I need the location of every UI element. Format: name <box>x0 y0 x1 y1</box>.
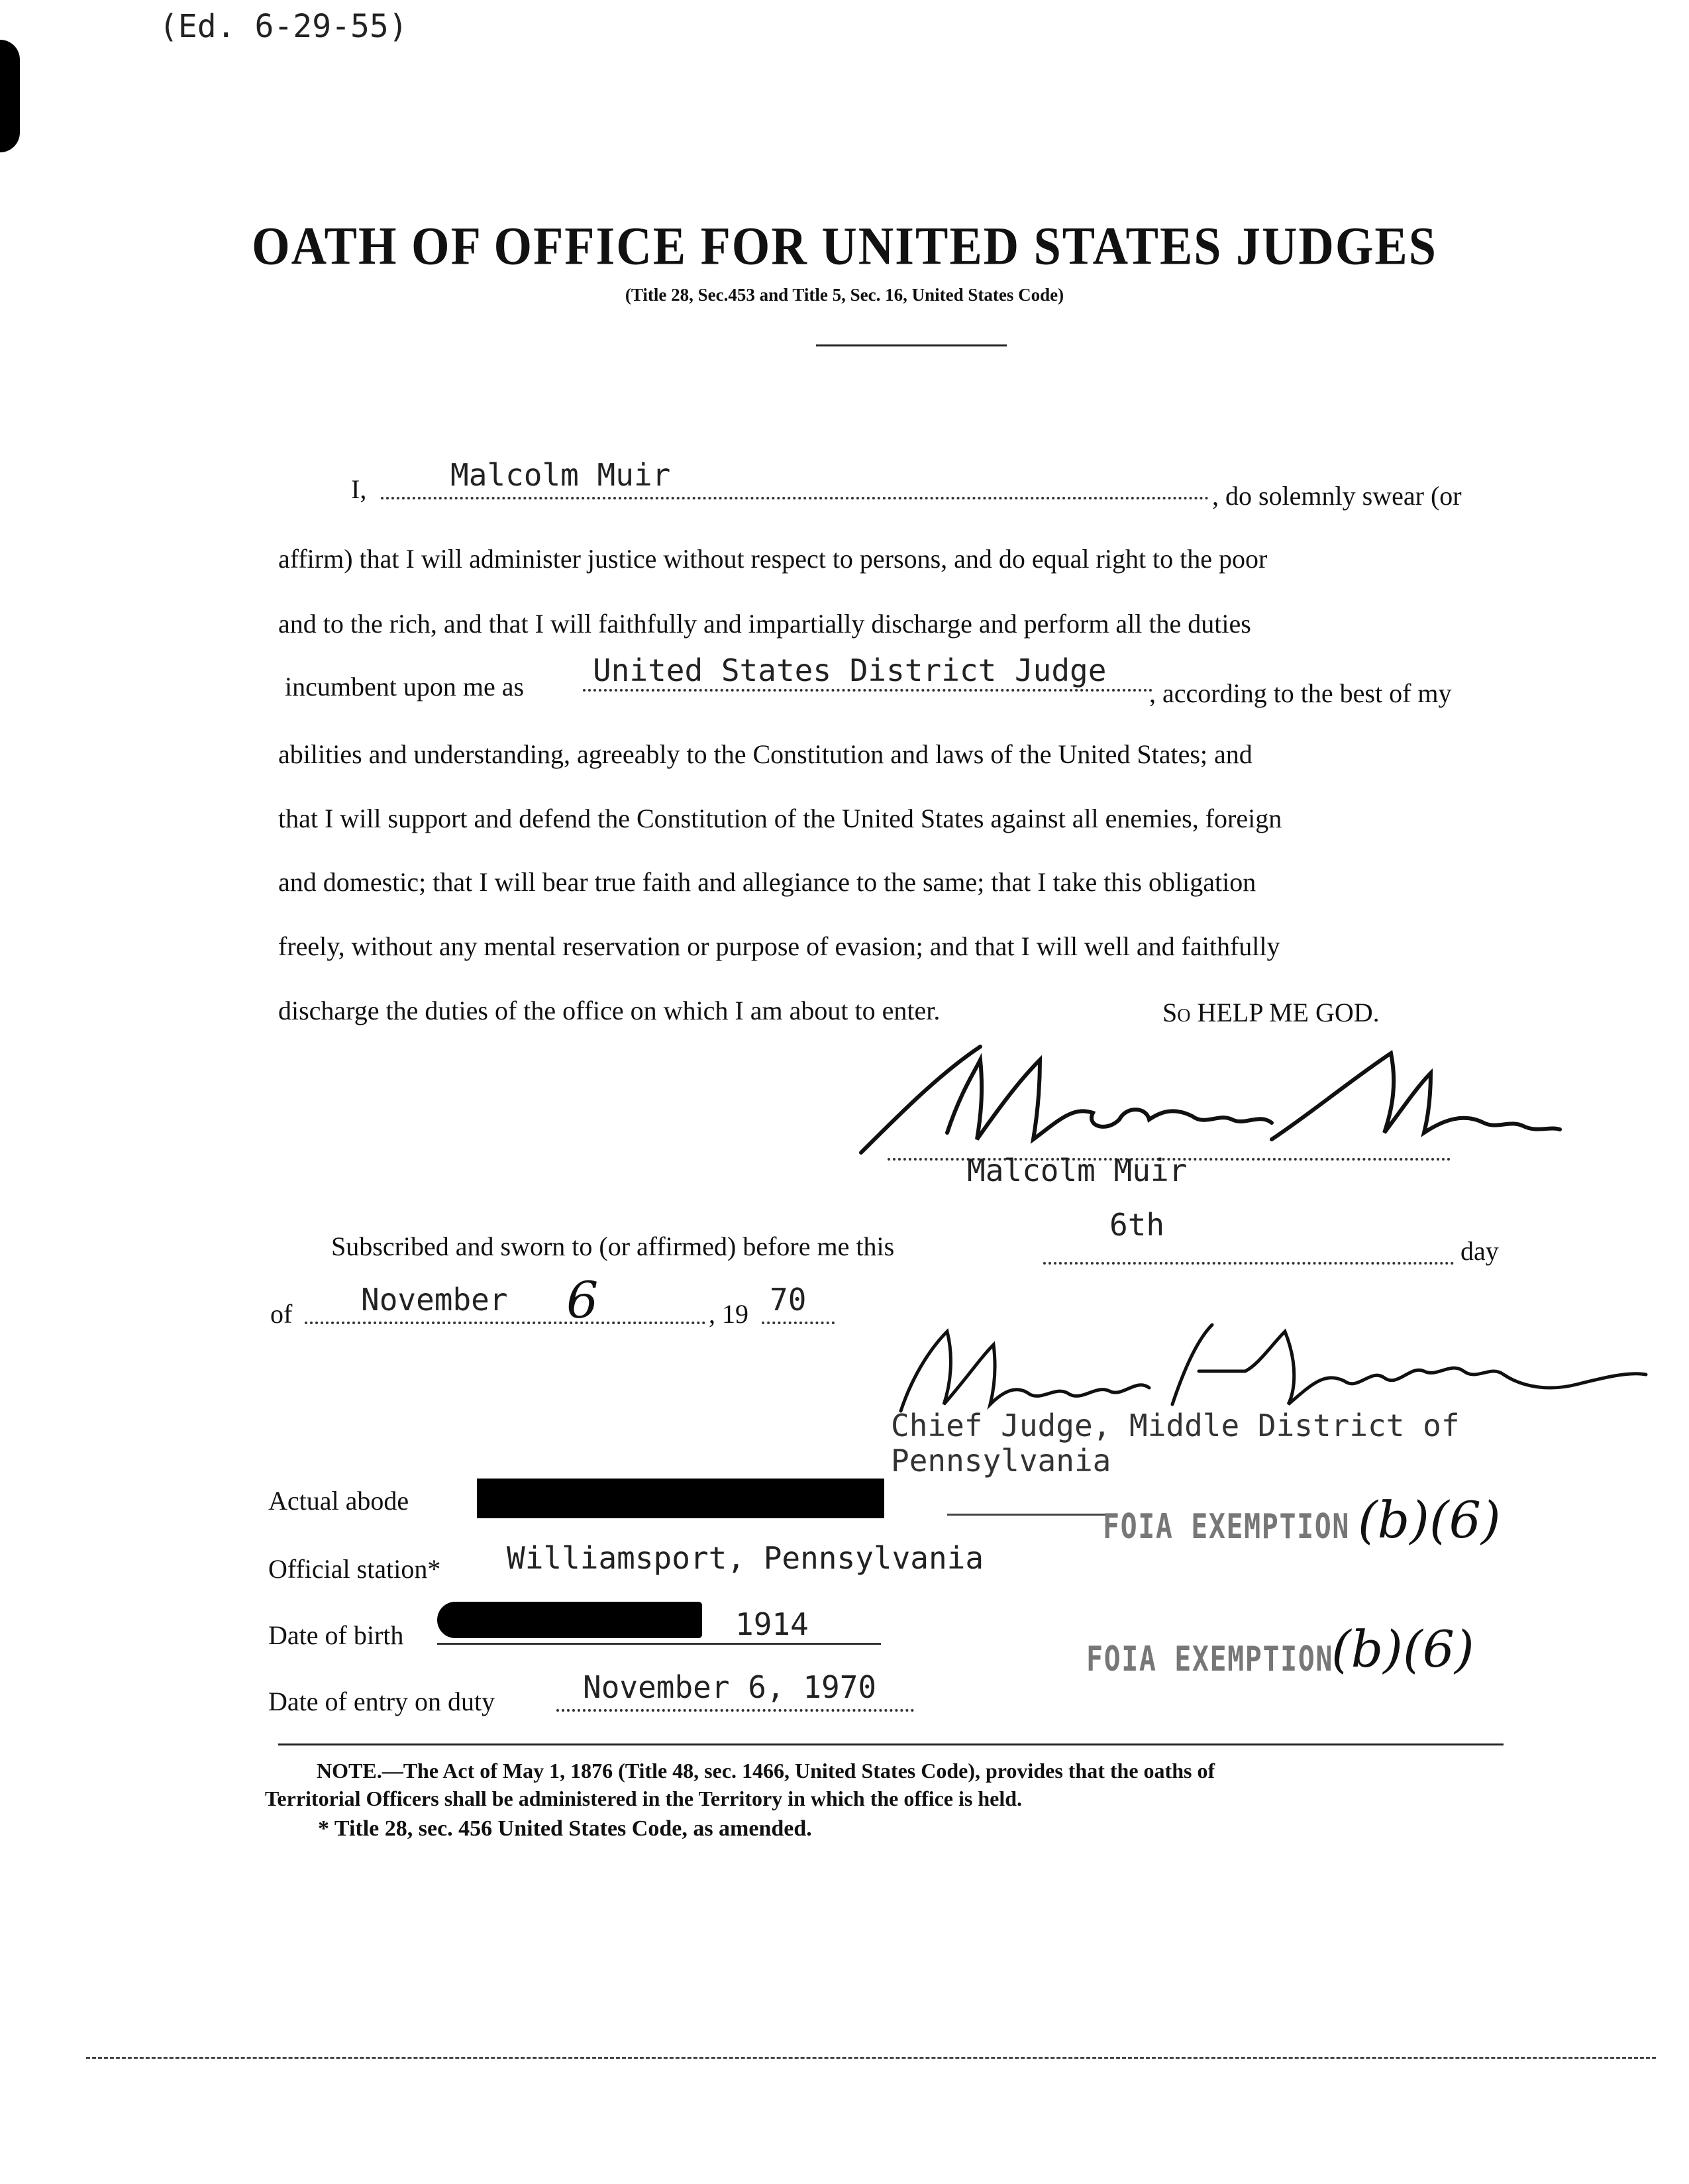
oath-line-8-text: freely, without any mental reservation or purpose of evasion; and that I will well and faithfully <box>278 931 1280 961</box>
subscribed-day-suffix: day <box>1460 1236 1499 1266</box>
judge-signature <box>848 1033 1563 1166</box>
form-edition: (Ed. 6-29-55) <box>159 8 408 45</box>
year-prefix: , 19 <box>709 1299 748 1329</box>
subscribed-year: 70 <box>770 1282 807 1318</box>
of-label: of <box>270 1299 293 1329</box>
oath-closing: So HELP ME GOD. <box>1162 998 1380 1027</box>
subscribed-month: November <box>361 1282 508 1318</box>
official-title-line-2: Pennsylvania <box>891 1443 1111 1479</box>
foia-stamp-2: FOIA EXEMPTION <box>1086 1639 1334 1679</box>
abode-label: Actual abode <box>268 1486 409 1516</box>
oath-line-2 <box>278 543 1530 574</box>
foia-handwritten-2: (b)(6) <box>1331 1620 1474 1679</box>
oath-line-9: discharge the duties of the office on which I am about to enter. <box>278 996 941 1025</box>
note-divider <box>278 1743 1504 1745</box>
oath-office-prefix: incumbent upon me as <box>285 672 525 702</box>
document-citation: (Title 28, Sec.453 and Title 5, Sec. 16, United States Code) <box>625 285 1064 305</box>
oath-line-3 <box>278 608 1530 639</box>
oath-name-prefix: I, <box>351 474 367 504</box>
oath-line-6 <box>278 803 1530 834</box>
typed-signer-name: Malcolm Muir <box>967 1153 1188 1188</box>
entry-label: Date of entry on duty <box>268 1687 495 1716</box>
birth-label: Date of birth <box>268 1620 404 1650</box>
foia-handwritten-1: (b)(6) <box>1358 1490 1501 1549</box>
birth-field-line <box>437 1616 881 1645</box>
entry-value: November 6, 1970 <box>583 1669 877 1705</box>
month-handwritten-mark: 6 <box>566 1271 599 1329</box>
oath-line-6-text: that I will support and defend the Constitution of the United States against all enemies, foreign <box>278 804 1282 833</box>
abode-redaction <box>477 1479 884 1518</box>
day-field-line <box>1043 1229 1454 1265</box>
station-value: Williamsport, Pennsylvania <box>507 1540 984 1576</box>
oath-name-value: Malcolm Muir <box>450 457 671 493</box>
bottom-edge-rule <box>86 2057 1656 2059</box>
document-title: OATH OF OFFICE FOR UNITED STATES JUDGES <box>252 216 1437 277</box>
redaction-rule-1 <box>947 1514 1113 1516</box>
oath-name-suffix: , do solemnly swear (or <box>1212 481 1462 511</box>
subscribed-text: Subscribed and sworn to (or affirmed) before me this <box>331 1231 895 1261</box>
oath-line-5-text: abilities and understanding, agreeably to the Constitution and laws of the United States; and <box>278 739 1253 769</box>
oath-line-8 <box>278 931 1530 962</box>
official-title-line-1: Chief Judge, Middle District of <box>891 1408 1460 1443</box>
note-line-2: Territorial Officers shall be administered in the Territory in which the office is held. <box>265 1787 1023 1810</box>
title-divider <box>816 344 1007 346</box>
oath-office-value: United States District Judge <box>593 652 1107 688</box>
oath-line-5 <box>278 739 1530 770</box>
note-footnote: * Title 28, sec. 456 United States Code, as amended. <box>318 1816 812 1841</box>
oath-office-suffix: , according to the best of my <box>1149 678 1452 708</box>
oath-line-2-text: affirm) that I will administer justice without respect to persons, and do equal right to the poor <box>278 544 1268 574</box>
station-label: Official station* <box>268 1554 441 1584</box>
subscribed-day: 6th <box>1109 1207 1165 1243</box>
foia-stamp-1: FOIA EXEMPTION <box>1103 1507 1351 1547</box>
punch-hole-mark <box>0 40 20 152</box>
note-line-1: NOTE.—The Act of May 1, 1876 (Title 48, sec. 1466, United States Code), provides that the oaths of <box>317 1759 1215 1783</box>
oath-line-7 <box>278 866 1530 898</box>
oath-line-3-text: and to the rich, and that I will faithfully and impartially discharge and perform all the duties <box>278 609 1251 639</box>
oath-line-7-text: and domestic; that I will bear true faith and allegiance to the same; that I take this obligation <box>278 867 1256 897</box>
birth-value: 1914 <box>735 1606 809 1642</box>
